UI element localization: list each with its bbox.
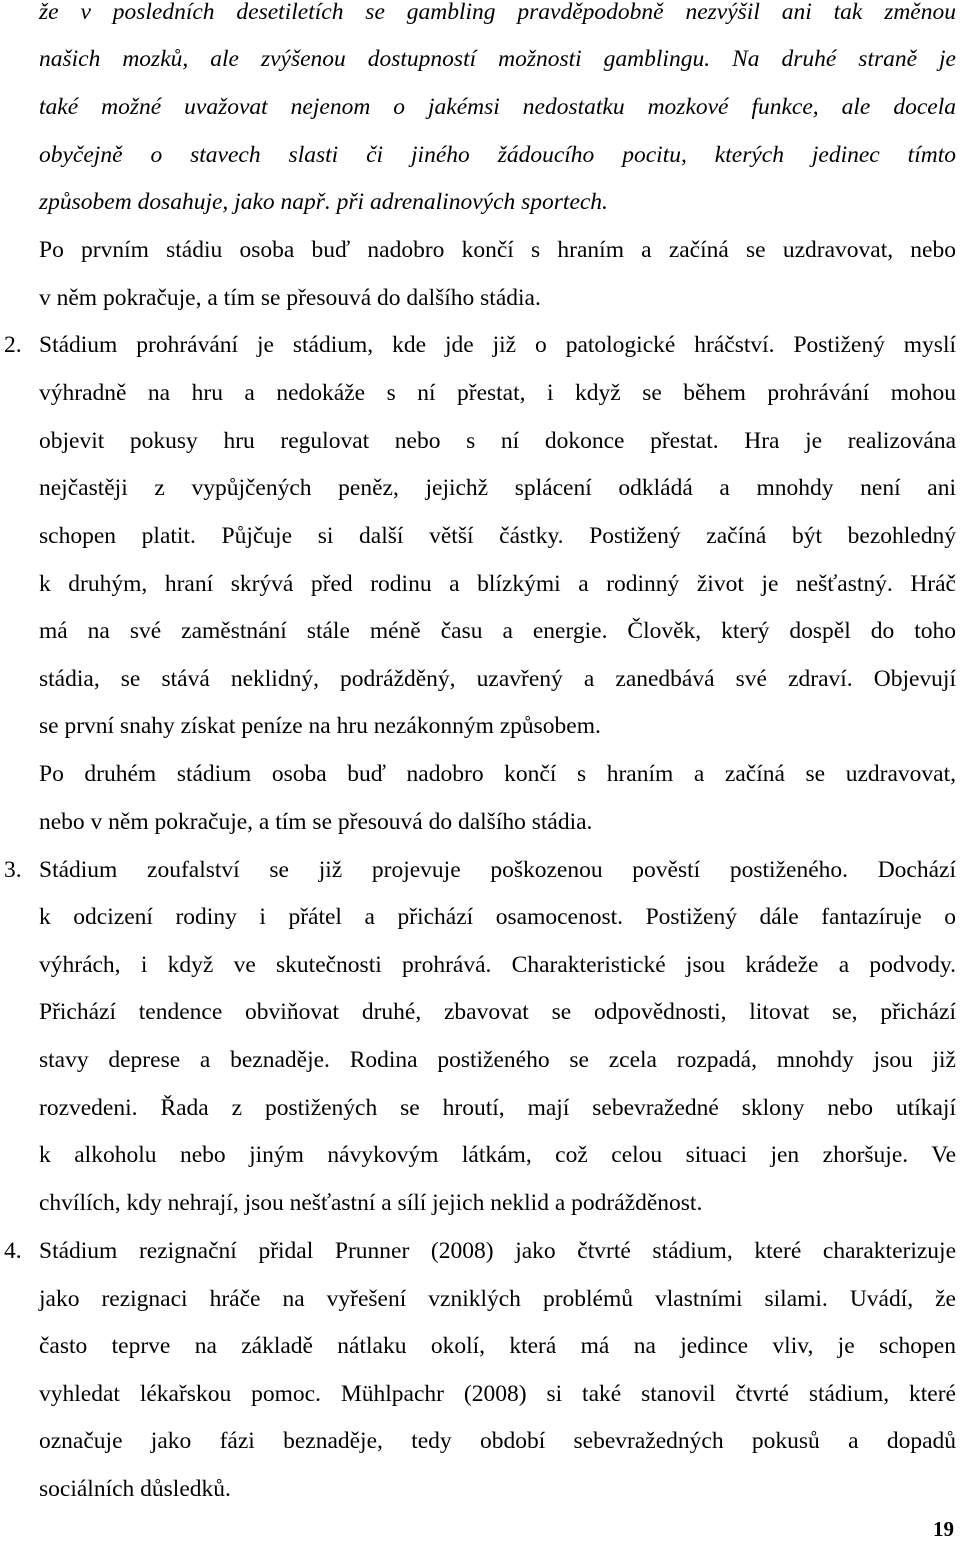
list-number: 4. [4,1238,22,1264]
list-item-line: označuje jako fázi beznaděje, tedy období sebevražedných pokusů a dopadů [39,1428,956,1454]
list-item-line: rozvedeni. Řada z postižených se hroutí, mají sebevražedné sklony nebo utíkají [39,1095,956,1121]
list-item-line: má na své zaměstnání stále méně času a energie. Člověk, který dospěl do toho [39,618,956,644]
italic-line: způsobem dosahuje, jako např. při adrenalinových sportech. [39,189,608,215]
list-item-line: nejčastěji z vypůjčených peněz, jejichž splácení odkládá a mnohdy není ani [39,475,956,501]
italic-line: obyčejně o stavech slasti či jiného žádoucího pocitu, kterých jedinec tímto [39,142,956,168]
list-item-line: Po druhém stádium osoba buď nadobro končí s hraním a začíná se uzdravovat, [39,761,956,787]
list-item-line: k druhým, hraní skrývá před rodinu a blízkými a rodinný život je nešťastný. Hráč [39,571,956,597]
list-item-line: objevit pokusy hru regulovat nebo s ní dokonce přestat. Hra je realizována [39,428,956,454]
list-item-line: Stádium zoufalství se již projevuje poškozenou pověstí postiženého. Dochází [39,857,956,883]
list-item-line: Stádium rezignační přidal Prunner (2008) jako čtvrté stádium, které charakterizuje [39,1238,956,1264]
list-item-line: k odcizení rodiny i přátel a přichází osamocenost. Postižený dále fantazíruje o [39,904,956,930]
italic-line: také možné uvažovat nejenom o jakémsi nedostatku mozkové funkce, ale docela [39,94,956,120]
list-item-line: Stádium prohrávání je stádium, kde jde již o patologické hráčství. Postižený myslí [39,332,956,358]
list-item-line: schopen platit. Půjčuje si další větší částky. Postižený začíná být bezohledný [39,523,956,549]
list-item-line: chvílích, kdy nehrají, jsou nešťastní a sílí jejich neklid a podrážděnost. [39,1190,703,1216]
page-number: 19 [933,1517,954,1541]
paragraph-line: Po prvním stádiu osoba buď nadobro končí s hraním a začíná se uzdravovat, nebo [39,237,956,263]
list-item-line: Přichází tendence obviňovat druhé, zbavovat se odpovědnosti, litovat se, přichází [39,999,956,1025]
list-number: 2. [4,332,22,358]
list-item-line: se první snahy získat peníze na hru nezákonným způsobem. [39,713,601,739]
italic-line: že v posledních desetiletích se gambling pravděpodobně nezvýšil ani tak změnou [39,0,956,25]
list-number: 3. [4,857,22,883]
list-item-line: výhradně na hru a nedokáže s ní přestat, i když se během prohrávání mohou [39,380,956,406]
paragraph-line: v něm pokračuje, a tím se přesouvá do dalšího stádia. [39,285,541,311]
list-item-line: často teprve na základě nátlaku okolí, která má na jedince vliv, je schopen [39,1333,956,1359]
list-item-line: vyhledat lékařskou pomoc. Mühlpachr (2008) si také stanovil čtvrté stádium, které [39,1381,956,1407]
italic-line: našich mozků, ale zvýšenou dostupností možnosti gamblingu. Na druhé straně je [39,46,956,72]
list-item-line: nebo v něm pokračuje, a tím se přesouvá do dalšího stádia. [39,809,593,835]
list-item-line: sociálních důsledků. [39,1476,231,1502]
list-item-line: výhrách, i když ve skutečnosti prohrává. Charakteristické jsou krádeže a podvody. [39,952,956,978]
list-item-line: stádia, se stává neklidný, podrážděný, uzavřený a zanedbává své zdraví. Objevují [39,666,956,692]
list-item-line: k alkoholu nebo jiným návykovým látkám, což celou situaci jen zhoršuje. Ve [39,1142,956,1168]
list-item-line: jako rezignaci hráče na vyřešení vzniklých problémů vlastními silami. Uvádí, že [39,1286,956,1312]
list-item-line: stavy deprese a beznaděje. Rodina postiženého se zcela rozpadá, mnohdy jsou již [39,1047,956,1073]
